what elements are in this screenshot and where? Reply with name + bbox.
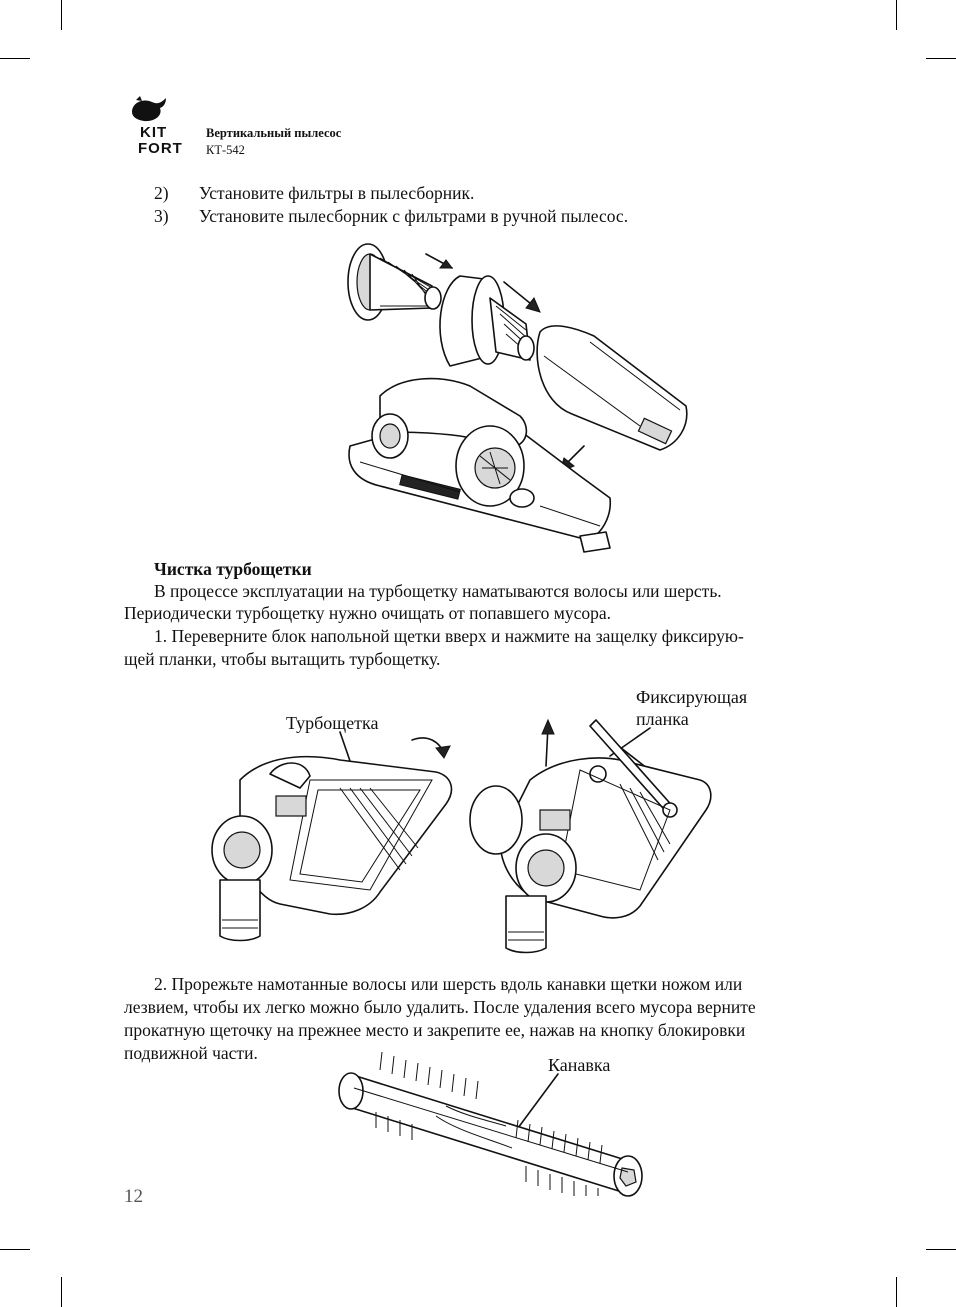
page-number: 12 [124,1186,143,1207]
paragraph-line: 1. Переверните блок напольной щетки вверх и нажмите на защелку фиксирую- [154,626,744,646]
paragraph-line: Периодически турбощетку нужно очищать от попавшего мусора. [124,603,612,623]
logo-text-kit: KIT [140,124,168,141]
brush-roller-illustration [336,1046,666,1196]
product-title [206,125,341,142]
logo-text-fort: FORT [138,140,183,157]
product-title-text: Вертикальный пылесос [206,126,342,140]
fixing-bar-label: планка [636,709,689,729]
groove-label: Канавка [548,1055,611,1075]
paragraph-line: подвижной части. [124,1043,258,1063]
crop-mark [896,1277,897,1307]
paragraph-line: прокатную щеточку на прежнее место и закрепите ее, нажав на кнопку блокировки [124,1020,746,1040]
step-number: 3) [154,206,169,226]
paragraph-line: лезвием, чтобы их легко можно было удалить. После удаления всего мусора верните [124,997,756,1017]
paragraph-line: щей планки, чтобы вытащить турбощетку. [124,649,441,669]
crop-mark [0,58,30,59]
crop-mark [896,0,897,30]
whale-logo-icon [130,96,170,124]
crop-mark [0,1249,30,1250]
model-number: КТ-542 [206,143,245,157]
floor-brush-illustration [200,720,760,960]
paragraph-line: В процессе эксплуатации на турбощетку наматываются волосы или шерсть. [154,581,722,601]
crop-mark [926,1249,956,1250]
paragraph-line: 2. Прорежьте намотанные волосы или шерсть вдоль канавки щетки ножом или [154,974,743,994]
brand-logo [124,96,194,158]
crop-mark [61,1277,62,1307]
filter-assembly-illustration [340,236,700,556]
step-number: 2) [154,183,169,203]
step-text: Установите фильтры в пылесборник. [199,183,475,203]
step-text: Установите пылесборник с фильтрами в ручной пылесос. [199,206,629,226]
crop-mark [926,58,956,59]
turbobrush-label: Турбощетка [286,713,379,733]
crop-mark [61,0,62,30]
fixing-bar-label: Фиксирующая [636,687,748,707]
section-heading: Чистка турбощетки [154,559,312,579]
